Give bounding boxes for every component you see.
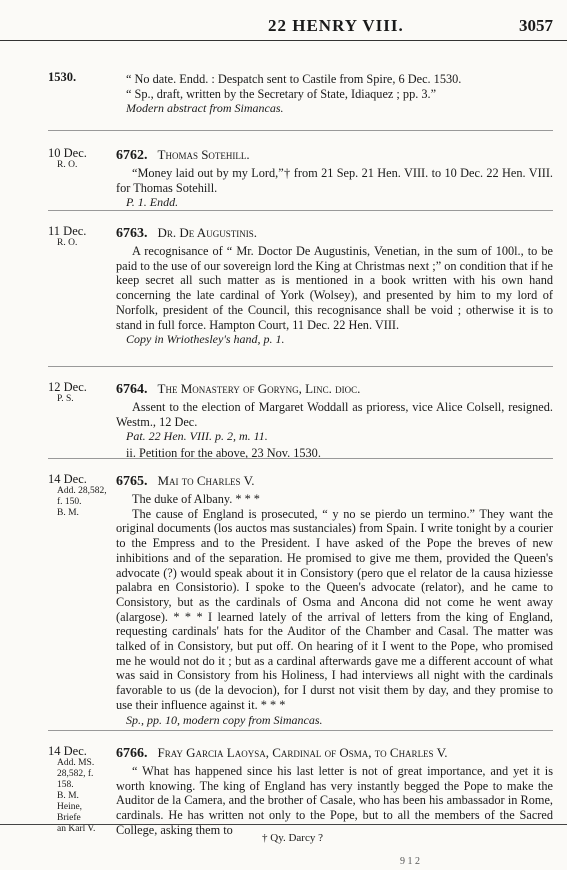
page-header: [0, 14, 567, 41]
entry-divider: [48, 130, 553, 131]
entry-source: Pat. 22 Hen. VIII. p. 2, m. 11.: [126, 429, 268, 444]
footnote: † Qy. Darcy ?: [262, 832, 323, 844]
entry-divider: [48, 366, 553, 367]
entry-divider: [48, 730, 553, 731]
entry-number: 6765.: [116, 474, 148, 489]
running-title: 22 HENRY VIII.: [268, 16, 404, 35]
entry-name: Mai to Charles V.: [157, 473, 255, 488]
entry-name: Dr. De Augustinis.: [157, 225, 257, 240]
entry-divider: [48, 458, 553, 459]
entry-6764: [116, 381, 553, 461]
margin-6762: 10 Dec. R. O.: [48, 146, 87, 170]
entry-heading: [116, 147, 553, 164]
entry-body: Assent to the election of Margaret Woddall as prioress, vice Alice Colsell, resigned. Westm., 12 Dec.: [116, 400, 553, 429]
entry-6763: [116, 225, 553, 347]
entry-body: “Money laid out by my Lord,”† from 21 Sep. 21 Hen. VIII. to 10 Dec. 22 Hen. VIII. for Thomas Sotehill.: [116, 166, 553, 195]
footnote-divider: [0, 824, 567, 825]
entry-divider: [48, 210, 553, 211]
entry-source: P. 1. Endd.: [126, 195, 179, 210]
entry-6762: [116, 147, 553, 210]
entry-source: Modern abstract from Simancas.: [126, 101, 284, 116]
entry-number: 6764.: [116, 382, 148, 397]
margin-6763: 11 Dec. R. O.: [48, 224, 87, 248]
entry-body: The cause of England is prosecuted, “ y no se pierdo un termino.” They want the original documents (los auctos mas sustanciales) from Spain. I write tonight by a courier to the Empress and to the President. I have asked of the Pope the breves of new inhibitions and of the separation. He promised to give me them, provided the Queen's advocate (?) would speak about it in Consistory (pero que el relator de la causa hiziesse palabra en Consistorio). I spoke to the Queen's advocate (relator), and he came to Consistory, but as the cardinals of Osma and Ancona did not come he went away (alargose). * * * I learned lately of the arrival of letters from the king of England, requesting cardinals' hats for the Auditor of the Chamber and Casal. The matter was talked of in Consistory, but put off. On hearing of it I went to the Pope, who promised me he would not do it ; but as a cardinal afterwards gave me a different account of what was said in Consistory from his Holiness, I had interviews all night with the cardinals favorable to us (de la devocion), for I durst not visit them by day, and they promise to use their influence against it. * * *: [116, 506, 553, 712]
entry-number: 6763.: [116, 226, 148, 241]
entry-continuation: [116, 72, 553, 116]
entry-line: “ Sp., draft, written by the Secretary of State, Idiaquez ; pp. 3.”: [126, 86, 437, 101]
entry-body: A recognisance of “ Mr. Doctor De Augustinis, Venetian, in the sum of 100l., to be paid to the use of our sovereign lord the King at Christmas next ;” on condition that if he keep secret all such matter as is mentioned in a book written with his own hand concerning the late cardinal of York (Wolsey), and presented by him to my lord of Norfolk, president of the Council, this recognisance shall be void ; otherwise it is to stand in full force. Hampton Court, 11 Dec. 22 Hen. VIII.: [116, 244, 553, 332]
entry-heading: [116, 745, 553, 762]
margin-6764: 12 Dec. P. S.: [48, 380, 87, 404]
entry-name: Thomas Sotehill.: [157, 147, 250, 162]
entry-number: 6762.: [116, 148, 148, 163]
margin-year: 1530.: [48, 70, 77, 84]
entry-name: Fray Garcia Laoysa, Cardinal of Osma, to Charles V.: [157, 745, 448, 760]
signature-mark: 9 1 2: [400, 856, 420, 867]
entry-number: 6766.: [116, 746, 148, 761]
entry-heading: [116, 473, 553, 490]
entry-lead: The duke of Albany. * * *: [132, 492, 260, 506]
entry-body: “ What has happened since his last letter is not of great importance, and yet it is worth knowing. The king of England has very instantly begged the Pope to make the Auditor de la Camera, and the brother of Casale, who has been his ambassador in Rome, cardinals. He has written not only to the Pope, but to all the members of the Sacred College, asking them to: [116, 764, 553, 837]
entry-line: “ No date. Endd. : Despatch sent to Castile from Spire, 6 Dec. 1530.: [126, 72, 462, 86]
entry-6765: [116, 473, 553, 727]
entry-source: Sp., pp. 10, modern copy from Simancas.: [126, 712, 323, 727]
margin-6765: 14 Dec. Add. 28,582, f. 150. B. M.: [48, 472, 107, 518]
entry-source: Copy in Wriothesley's hand, p. 1.: [126, 332, 285, 347]
page-number: 3057: [519, 16, 553, 35]
margin-6766: 14 Dec. Add. MS. 28,582, f. 158. B. M. Heine, Briefe an Karl V.: [48, 744, 96, 834]
entry-heading: [116, 225, 553, 242]
entry-heading: [116, 381, 553, 398]
entry-name: The Monastery of Goryng, Linc. dioc.: [157, 381, 361, 396]
entry-subitem: ii. Petition for the above, 23 Nov. 1530.: [126, 445, 321, 460]
